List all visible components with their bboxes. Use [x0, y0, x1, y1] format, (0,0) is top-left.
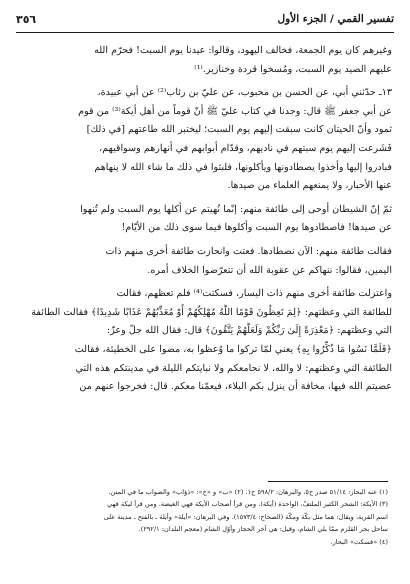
footnote-line: ساحل بحر القلزم ممّا يلي الشام، وقيل: هي آخر الحجاز وأوّل الشام (معجم البلدان: ٢٩٢/١).	[138, 525, 388, 534]
text-line: عن صيدها! فاصطادوها يوم السبت وأكلوها فيما سوى ذلك من الأيّام!	[121, 222, 392, 234]
main-text	[18, 42, 392, 397]
text-line: واعتزلت طائفة أخرى منهم ذات اليسار، فسكتت⁽⁴⁾ فلم تعظهم، فقالت	[116, 288, 392, 300]
footnote-line: اسم القرية، ويقال: هما مثل بكّة ومكّة (الصحاح: ١٥٧٣/٤). وفي البرهان: «أيلة» وأيلة ـ بالفتح ـ مدينة على	[103, 512, 388, 521]
footnote-line: (٣) الأيكة: الشجر الكثير الملتفّ، الواحدة (أيكة). ومن قرأ أصحاب الأيكة فهي الغيضة. ومن قرأ ليكة فهي	[107, 500, 388, 509]
running-title: تفسير القمي / الجزء الأول	[277, 13, 394, 25]
text-line: للطائفة التي وعظتهم: ﴿لِمَ تَعِظُونَ قَوْمًا اللَّهُ مُهْلِكُهُمْ أَوْ مُعَذِّبُهُمْ عَذَابًا شَدِيدًا﴾ فقالت الطائفة	[31, 306, 392, 318]
page-header	[16, 8, 394, 30]
text-line: فبادروا إليها وأخذوا يصطادونها ويأكلونها، فلبثوا في ذلك ما شاء الله لا ينهاهم	[94, 161, 392, 173]
text-line: عصيتم الله فيها، مخافة أن ينزل بكم البلاء، فيعمّنا معكم. قال: فخرجوا عنهم من	[79, 381, 392, 393]
text-line: ثمّ إنّ الشيطان أوحى إلى طائفة منهم: إنّما نُهيتم عن أكلها يوم السبت ولم تُنهوا	[80, 203, 392, 215]
text-line: الطائفة التي وعظتهم: لا والله، لا نجامعكم ولا نبايتكم الليلة في مدينتكم هذه التي	[75, 362, 392, 374]
text-line: فَشَرعت إليهم يوم سبتهم في ناديهم، وقدّام أبوابهم في أنهارهم وسواقيهم،	[99, 142, 392, 154]
header-rule	[16, 32, 394, 33]
text-line: التي وعظتهم: ﴿مَعْذِرَةً إِلَىٰ رَبِّكُمْ وَلَعَلَّهُمْ يَتَّقُونَ﴾ قال: فقال الله جلّ وعزّ:	[106, 325, 392, 337]
text-line: ثمود وأنّ الحيتان كانت سبقت إليهم يوم السبت؛ ليختبر الله طاعتهم [في ذلك]	[86, 124, 392, 136]
text-line: فقالت طائفة منهم: الآن نصطادها. فعتت وانحازت طائفة أخرى منهم ذات	[105, 245, 392, 257]
text-line: وغيرهم كان يوم الجمعة، فخالف اليهود، وقالوا: عيدنا يوم السبت! فحرّم الله	[94, 45, 392, 56]
footnotes	[18, 486, 388, 548]
footnote-rule	[268, 481, 388, 482]
text-line: عليهم الصيد يوم السبت، ومُسخوا قردة وخنازير.⁽¹⁾	[194, 63, 392, 75]
footnote-line: (٤) «فسكت» البحار.	[330, 537, 388, 546]
text-line: اليمين، فقالوا: ننهاكم عن عقوبة الله أن تتعرّضوا الخلاف أمره.	[147, 264, 392, 276]
text-line: ١٣ـ حدّثني أبي، عن الحسن بن محبوب، عن عليّ بن رئاب⁽²⁾ عن أبي عبيدة،	[97, 87, 392, 99]
text-line: عنها الأحبار، ولا يمنعهم العلماء من صيدها.	[227, 180, 392, 192]
footnote-line: (١) عنه البحار: ٥١/١٤ صدر ح٥، والبرهان: ٥٩٨/٢ ح١. (٢) «ب» و «ج»: «ذؤاب» والصواب ما في المتن.	[108, 488, 388, 496]
page-number: ٣٥٦	[16, 12, 37, 26]
text-line: ﴿فَلَمَّا نَسُوا مَا ذُكِّرُوا بِهِ﴾ يعني لمّا تركوا ما وُعظوا به، مضوا على الخطيئة، فقالت	[74, 343, 392, 355]
text-line: عن أبي جعفر ﷺ قال: وجدنا في كتاب عليّ ﷺ أنّ قوماً من أهل أيكة⁽³⁾ من قوم	[78, 105, 392, 117]
